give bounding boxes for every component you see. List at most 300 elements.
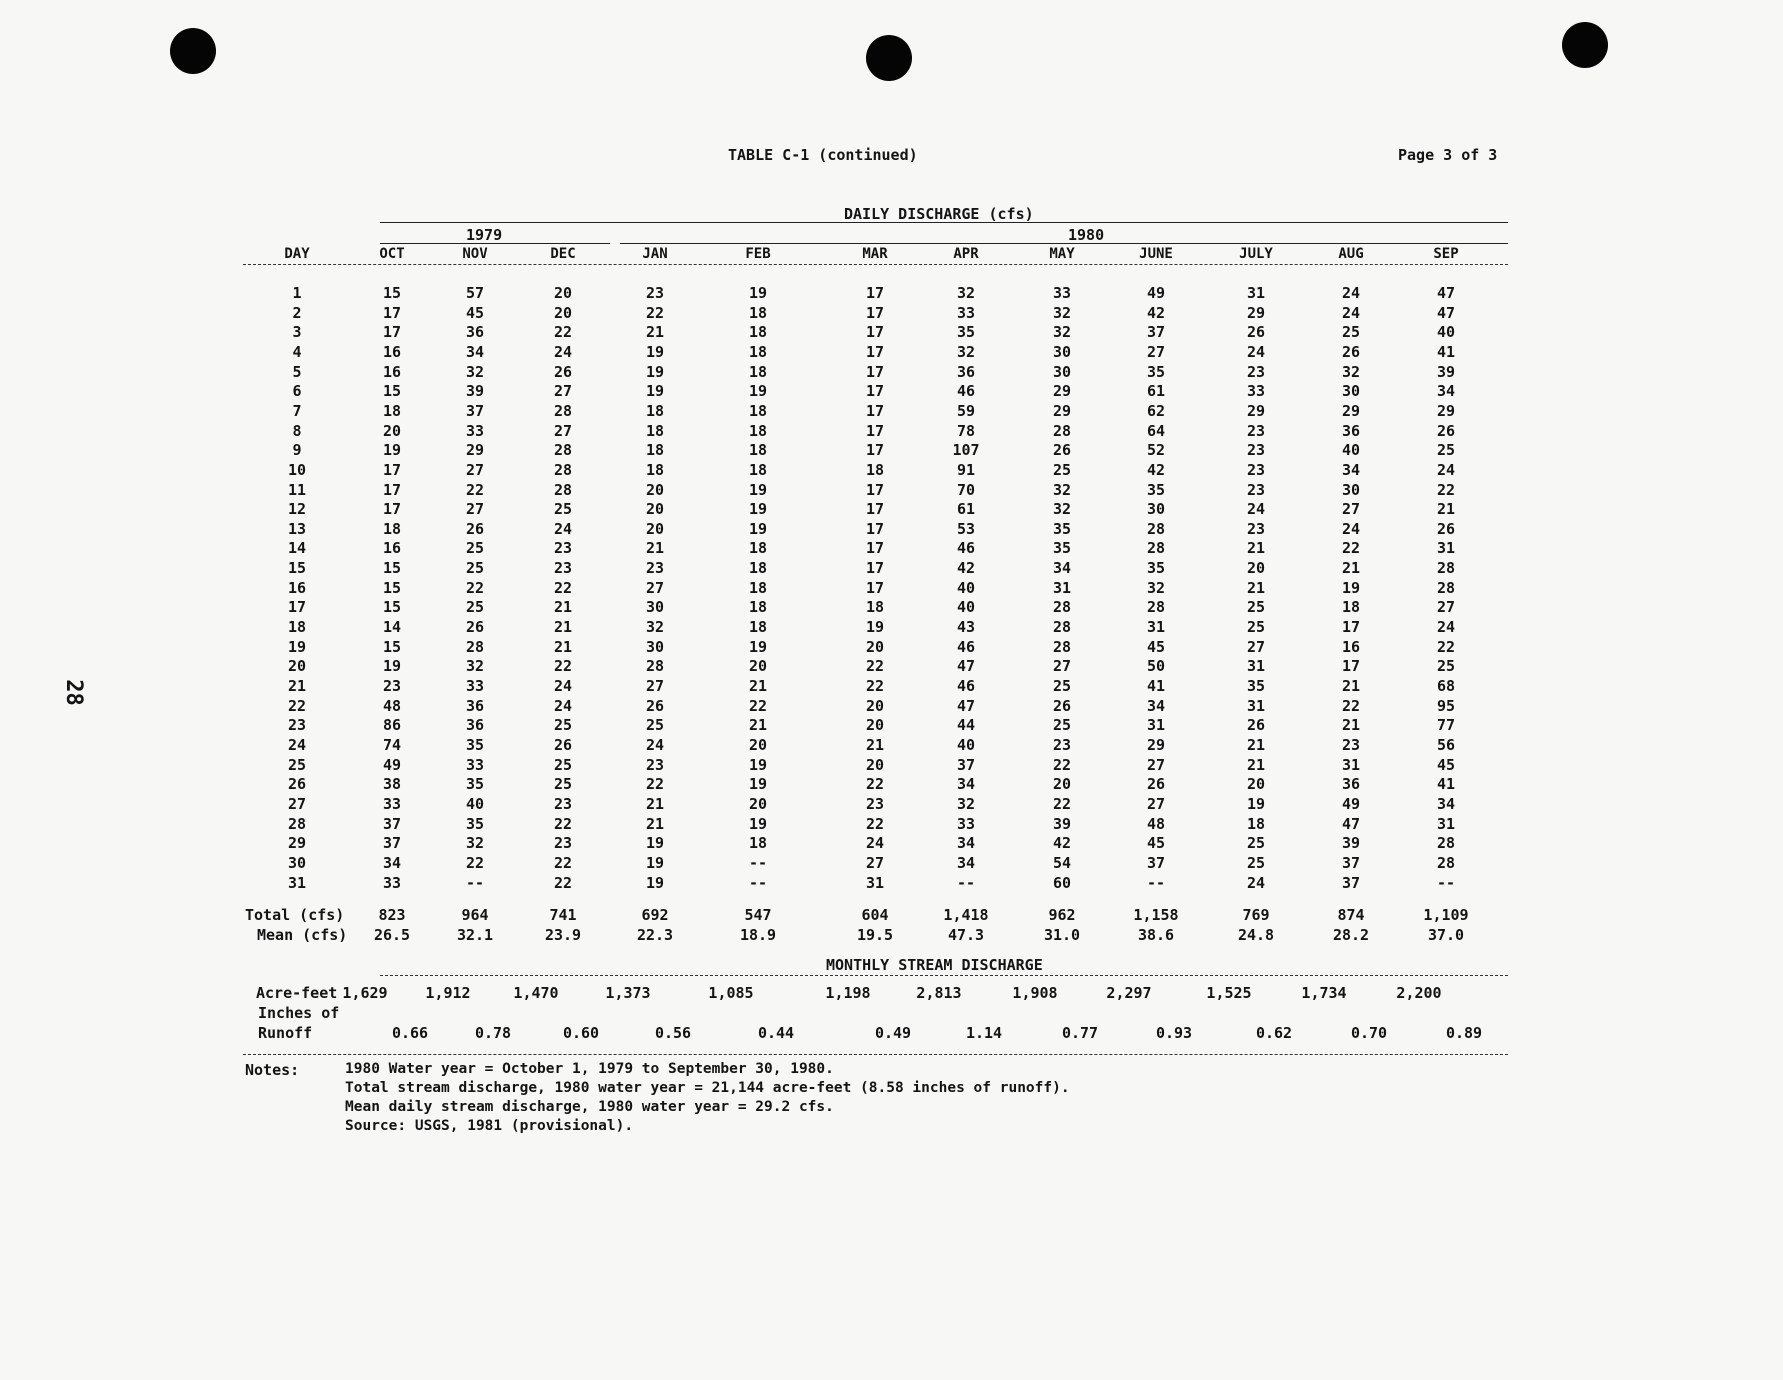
table-cell: 40 — [956, 598, 976, 617]
table-cell: 15 — [382, 637, 402, 656]
table-cell: 74 — [382, 735, 402, 754]
punch-hole-left — [170, 28, 216, 74]
table-cell: 21 — [1341, 677, 1361, 695]
table-cell: 22 — [1052, 755, 1072, 774]
table-cell: 19 — [748, 637, 768, 656]
table-cell: 25 — [1052, 716, 1072, 735]
mean-value: 47.3 — [947, 926, 985, 944]
table-cell: 25 — [465, 559, 485, 578]
table-cell: 35 — [1246, 677, 1266, 695]
table-cell: 28 — [465, 637, 485, 656]
table-cell: 26 — [1246, 323, 1266, 342]
total-value: 769 — [1242, 906, 1270, 924]
note-line-1: 1980 Water year = October 1, 1979 to September 30, 1980. — [345, 1061, 834, 1077]
table-cell: -- — [1146, 873, 1166, 892]
table-cell: 23 — [1246, 421, 1266, 440]
table-cell: 17 — [865, 480, 885, 499]
inches-value: 0.62 — [1255, 1024, 1293, 1042]
table-cell: 17 — [865, 323, 885, 342]
table-cell: 20 — [645, 480, 665, 499]
table-cell: 45 — [465, 303, 485, 322]
table-cell: 22 — [465, 480, 485, 499]
table-cell: 33 — [1246, 382, 1266, 401]
table-cell: 41 — [1436, 775, 1456, 794]
day-number: 8 — [292, 421, 302, 440]
day-number: 4 — [292, 342, 302, 361]
table-cell: 31 — [1246, 657, 1266, 676]
mean-value: 24.8 — [1237, 926, 1275, 944]
table-cell: 22 — [553, 873, 573, 892]
table-cell: 22 — [1436, 480, 1456, 499]
table-cell: 45 — [1436, 755, 1456, 774]
table-cell: 53 — [956, 519, 976, 538]
table-cell: 17 — [1341, 657, 1361, 676]
table-cell: 20 — [553, 284, 573, 302]
inches-value: 0.70 — [1350, 1024, 1388, 1042]
table-cell: 21 — [645, 539, 665, 558]
day-number: 15 — [287, 559, 307, 578]
column-header-jan: JAN — [642, 246, 668, 262]
table-cell: 23 — [1052, 735, 1072, 754]
table-cell: 31 — [1436, 539, 1456, 558]
table-cell: 23 — [645, 284, 665, 302]
table-cell: 21 — [865, 735, 885, 754]
table-cell: 30 — [1052, 342, 1072, 361]
table-cell: 17 — [865, 578, 885, 597]
table-cell: 19 — [748, 382, 768, 401]
table-cell: 42 — [1146, 460, 1166, 479]
table-cell: 34 — [1341, 460, 1361, 479]
table-cell: 37 — [1146, 323, 1166, 342]
day-number: 25 — [287, 755, 307, 774]
day-number: 24 — [287, 735, 307, 754]
table-cell: 22 — [553, 578, 573, 597]
total-value: 741 — [549, 906, 577, 924]
table-cell: 30 — [1146, 500, 1166, 519]
table-cell: 95 — [1436, 696, 1456, 715]
table-cell: 28 — [1146, 519, 1166, 538]
notes-label: Notes: — [245, 1061, 300, 1079]
table-cell: 33 — [1052, 284, 1072, 302]
table-cell: 25 — [553, 716, 573, 735]
table-cell: 47 — [956, 696, 976, 715]
table-cell: 61 — [1146, 382, 1166, 401]
table-cell: 29 — [1341, 401, 1361, 420]
table-cell: 30 — [1341, 480, 1361, 499]
table-cell: 25 — [465, 539, 485, 558]
table-cell: 19 — [645, 342, 665, 361]
table-cell: 17 — [865, 421, 885, 440]
table-cell: 59 — [956, 401, 976, 420]
table-cell: 39 — [1341, 834, 1361, 853]
table-cell: 62 — [1146, 401, 1166, 420]
day-number: 27 — [287, 794, 307, 813]
table-cell: 23 — [645, 559, 665, 578]
punch-hole-right — [1562, 22, 1608, 68]
table-cell: 19 — [748, 775, 768, 794]
day-number: 14 — [287, 539, 307, 558]
column-header-apr: APR — [953, 246, 979, 262]
column-header-day: DAY — [284, 246, 310, 262]
table-cell: 23 — [1246, 460, 1266, 479]
table-cell: 30 — [1052, 362, 1072, 381]
table-cell: 36 — [465, 696, 485, 715]
table-cell: 32 — [956, 794, 976, 813]
table-cell: 20 — [1246, 775, 1266, 794]
table-cell: 52 — [1146, 441, 1166, 460]
day-number: 30 — [287, 853, 307, 872]
table-cell: 19 — [748, 500, 768, 519]
table-cell: 64 — [1146, 421, 1166, 440]
day-number: 16 — [287, 578, 307, 597]
table-cell: 18 — [645, 401, 665, 420]
acre-feet-value: 2,297 — [1106, 984, 1152, 1002]
table-cell: 23 — [865, 794, 885, 813]
table-cell: 28 — [1436, 559, 1456, 578]
table-cell: 17 — [382, 480, 402, 499]
table-cell: 31 — [865, 873, 885, 892]
table-cell: 40 — [465, 794, 485, 813]
table-cell: 25 — [1341, 323, 1361, 342]
year-1980-label: 1980 — [1068, 226, 1105, 244]
table-cell: 21 — [553, 618, 573, 637]
table-cell: 28 — [553, 441, 573, 460]
table-cell: 19 — [382, 441, 402, 460]
table-cell: 34 — [1436, 382, 1456, 401]
table-cell: 27 — [1052, 657, 1072, 676]
table-cell: 33 — [382, 873, 402, 892]
table-cell: 26 — [553, 362, 573, 381]
table-cell: 77 — [1436, 716, 1456, 735]
table-cell: 31 — [1246, 696, 1266, 715]
table-cell: 27 — [865, 853, 885, 872]
table-cell: 15 — [382, 578, 402, 597]
table-cell: 18 — [1341, 598, 1361, 617]
table-cell: 28 — [1436, 853, 1456, 872]
table-cell: 19 — [645, 853, 665, 872]
table-cell: 26 — [645, 696, 665, 715]
table-cell: 18 — [748, 323, 768, 342]
table-cell: 19 — [748, 284, 768, 302]
table-cell: 21 — [553, 598, 573, 617]
table-cell: 19 — [645, 362, 665, 381]
table-cell: 33 — [956, 814, 976, 833]
table-cell: 36 — [465, 323, 485, 342]
inches-value: 0.56 — [654, 1024, 692, 1042]
table-cell: 37 — [956, 755, 976, 774]
mean-value: 23.9 — [544, 926, 582, 944]
table-cell: 35 — [1146, 559, 1166, 578]
table-cell: 44 — [956, 716, 976, 735]
day-number: 2 — [292, 303, 302, 322]
acre-feet-label: Acre-feet — [256, 984, 338, 1002]
table-cell: 20 — [1246, 559, 1266, 578]
table-cell: 22 — [1341, 696, 1361, 715]
total-value: 964 — [461, 906, 489, 924]
table-cell: 32 — [465, 657, 485, 676]
table-cell: 35 — [1052, 519, 1072, 538]
table-cell: 27 — [1246, 637, 1266, 656]
table-cell: 29 — [1052, 382, 1072, 401]
table-cell: 22 — [645, 775, 665, 794]
note-line-3: Mean daily stream discharge, 1980 water year = 29.2 cfs. — [345, 1099, 834, 1115]
table-cell: 28 — [553, 480, 573, 499]
table-cell: 26 — [553, 735, 573, 754]
table-cell: 22 — [553, 657, 573, 676]
daily-discharge-title: DAILY DISCHARGE (cfs) — [844, 205, 1034, 223]
acre-feet-value: 1,629 — [342, 984, 388, 1002]
table-cell: 17 — [382, 500, 402, 519]
table-cell: 61 — [956, 500, 976, 519]
inches-label-2: Runoff — [258, 1024, 313, 1042]
table-cell: 19 — [748, 480, 768, 499]
table-cell: 30 — [645, 598, 665, 617]
total-value: 1,158 — [1133, 906, 1179, 924]
table-cell: 24 — [553, 696, 573, 715]
table-cell: 49 — [382, 755, 402, 774]
table-cell: 18 — [382, 519, 402, 538]
table-cell: 16 — [382, 539, 402, 558]
table-cell: 22 — [865, 657, 885, 676]
table-cell: 27 — [1341, 500, 1361, 519]
table-cell: 31 — [1246, 284, 1266, 302]
day-number: 31 — [287, 873, 307, 892]
table-cell: 18 — [645, 421, 665, 440]
table-cell: 45 — [1146, 637, 1166, 656]
column-header-aug: AUG — [1338, 246, 1364, 262]
table-cell: 28 — [1436, 578, 1456, 597]
day-number: 26 — [287, 775, 307, 794]
table-cell: 28 — [553, 401, 573, 420]
table-cell: 21 — [553, 637, 573, 656]
table-cell: 50 — [1146, 657, 1166, 676]
total-value: 604 — [861, 906, 889, 924]
table-cell: 70 — [956, 480, 976, 499]
table-cell: 24 — [1341, 284, 1361, 302]
table-cell: 33 — [465, 421, 485, 440]
table-cell: 57 — [465, 284, 485, 302]
table-cell: 18 — [645, 441, 665, 460]
table-cell: 18 — [748, 834, 768, 853]
total-value: 1,418 — [943, 906, 989, 924]
table-cell: 20 — [748, 794, 768, 813]
table-cell: 22 — [645, 303, 665, 322]
table-cell: 37 — [465, 401, 485, 420]
table-cell: 34 — [382, 853, 402, 872]
column-header-feb: FEB — [745, 246, 771, 262]
column-header-may: MAY — [1049, 246, 1075, 262]
table-cell: 24 — [865, 834, 885, 853]
acre-feet-value: 1,085 — [708, 984, 754, 1002]
table-cell: 34 — [1436, 794, 1456, 813]
table-cell: -- — [956, 873, 976, 892]
table-cell: 22 — [865, 677, 885, 695]
table-cell: 22 — [1341, 539, 1361, 558]
year-1979-label: 1979 — [466, 226, 503, 244]
table-cell: 25 — [1246, 598, 1266, 617]
mean-value: 31.0 — [1043, 926, 1081, 944]
table-cell: 17 — [865, 500, 885, 519]
column-header-mar: MAR — [862, 246, 888, 262]
monthly-discharge-title: MONTHLY STREAM DISCHARGE — [826, 956, 1043, 974]
table-cell: 34 — [1146, 696, 1166, 715]
table-cell: 25 — [553, 775, 573, 794]
header-rule — [243, 264, 1508, 265]
day-number: 13 — [287, 519, 307, 538]
table-cell: 35 — [1146, 480, 1166, 499]
day-number: 7 — [292, 401, 302, 420]
table-cell: 17 — [865, 284, 885, 302]
mean-label: Mean (cfs) — [257, 926, 348, 944]
table-cell: 33 — [956, 303, 976, 322]
table-cell: 24 — [1436, 618, 1456, 637]
table-cell: 28 — [1052, 421, 1072, 440]
inches-label-1: Inches of — [258, 1004, 340, 1022]
table-cell: 32 — [1341, 362, 1361, 381]
table-cell: 22 — [553, 323, 573, 342]
mean-value: 37.0 — [1427, 926, 1465, 944]
table-cell: 17 — [865, 441, 885, 460]
table-cell: 40 — [956, 578, 976, 597]
table-cell: 86 — [382, 716, 402, 735]
table-cell: 36 — [1341, 775, 1361, 794]
inches-value: 1.14 — [965, 1024, 1003, 1042]
table-cell: 18 — [1246, 814, 1266, 833]
day-number: 3 — [292, 323, 302, 342]
table-cell: 56 — [1436, 735, 1456, 754]
table-cell: 31 — [1341, 755, 1361, 774]
table-cell: 21 — [1246, 735, 1266, 754]
table-cell: 15 — [382, 382, 402, 401]
acre-feet-value: 1,198 — [825, 984, 871, 1002]
inches-value: 0.89 — [1445, 1024, 1483, 1042]
acre-feet-value: 1,734 — [1301, 984, 1347, 1002]
table-cell: 21 — [748, 677, 768, 695]
table-cell: -- — [748, 873, 768, 892]
monthly-rule — [380, 975, 1508, 976]
table-cell: 17 — [865, 342, 885, 361]
table-cell: 91 — [956, 460, 976, 479]
table-cell: 19 — [645, 873, 665, 892]
table-cell: 29 — [1146, 735, 1166, 754]
bottom-rule — [243, 1054, 1508, 1055]
table-cell: 41 — [1146, 677, 1166, 695]
table-cell: 25 — [645, 716, 665, 735]
table-cell: 23 — [1246, 480, 1266, 499]
table-cell: 18 — [748, 362, 768, 381]
table-cell: 32 — [956, 284, 976, 302]
table-cell: 26 — [465, 618, 485, 637]
table-cell: 42 — [956, 559, 976, 578]
table-cell: 25 — [1246, 853, 1266, 872]
table-cell: 17 — [865, 559, 885, 578]
table-cell: 22 — [553, 853, 573, 872]
table-cell: 17 — [382, 323, 402, 342]
inches-value: 0.93 — [1155, 1024, 1193, 1042]
table-cell: 29 — [465, 441, 485, 460]
mean-value: 26.5 — [373, 926, 411, 944]
table-cell: 28 — [1052, 618, 1072, 637]
table-cell: 34 — [956, 853, 976, 872]
table-cell: 16 — [382, 342, 402, 361]
table-cell: 25 — [1052, 460, 1072, 479]
table-cell: -- — [748, 853, 768, 872]
table-cell: 39 — [1052, 814, 1072, 833]
table-cell: 37 — [382, 834, 402, 853]
table-cell: 23 — [553, 559, 573, 578]
table-cell: 35 — [956, 323, 976, 342]
table-cell: 23 — [1246, 441, 1266, 460]
table-cell: 19 — [382, 657, 402, 676]
column-header-nov: NOV — [462, 246, 488, 262]
table-cell: 21 — [1246, 755, 1266, 774]
table-cell: 31 — [1436, 814, 1456, 833]
table-cell: 24 — [1246, 500, 1266, 519]
acre-feet-value: 2,200 — [1396, 984, 1442, 1002]
table-cell: 15 — [382, 284, 402, 302]
table-cell: 26 — [1052, 696, 1072, 715]
table-cell: 31 — [1146, 618, 1166, 637]
table-cell: 18 — [748, 559, 768, 578]
table-cell: 32 — [1146, 578, 1166, 597]
table-cell: 20 — [748, 657, 768, 676]
table-cell: 32 — [1052, 480, 1072, 499]
day-number: 11 — [287, 480, 307, 499]
table-cell: 48 — [382, 696, 402, 715]
table-cell: 24 — [553, 519, 573, 538]
table-cell: 45 — [1146, 834, 1166, 853]
table-cell: 17 — [865, 519, 885, 538]
table-cell: 27 — [645, 578, 665, 597]
table-cell: 48 — [1146, 814, 1166, 833]
table-cell: 19 — [865, 618, 885, 637]
table-cell: 39 — [1436, 362, 1456, 381]
table-cell: 17 — [382, 303, 402, 322]
day-number: 12 — [287, 500, 307, 519]
table-cell: 38 — [382, 775, 402, 794]
table-cell: 21 — [1341, 716, 1361, 735]
table-cell: 34 — [956, 834, 976, 853]
table-cell: 21 — [645, 794, 665, 813]
table-cell: 37 — [382, 814, 402, 833]
table-cell: 25 — [1436, 441, 1456, 460]
mean-value: 32.1 — [456, 926, 494, 944]
inches-value: 0.66 — [391, 1024, 429, 1042]
table-cell: 32 — [645, 618, 665, 637]
table-cell: 27 — [1436, 598, 1456, 617]
table-cell: 21 — [645, 814, 665, 833]
table-cell: 15 — [382, 598, 402, 617]
table-cell: 17 — [865, 401, 885, 420]
table-cell: 21 — [1246, 578, 1266, 597]
table-cell: 31 — [1052, 578, 1072, 597]
table-cell: 23 — [553, 539, 573, 558]
table-cell: 27 — [465, 500, 485, 519]
day-number: 10 — [287, 460, 307, 479]
table-cell: 32 — [465, 362, 485, 381]
day-number: 22 — [287, 696, 307, 715]
table-cell: 19 — [748, 814, 768, 833]
day-number: 1 — [292, 284, 302, 302]
table-cell: 18 — [748, 441, 768, 460]
table-cell: 28 — [1052, 598, 1072, 617]
table-cell: 27 — [645, 677, 665, 695]
day-number: 6 — [292, 382, 302, 401]
table-cell: -- — [465, 873, 485, 892]
table-cell: 47 — [1436, 303, 1456, 322]
table-cell: 34 — [956, 775, 976, 794]
table-cell: 60 — [1052, 873, 1072, 892]
